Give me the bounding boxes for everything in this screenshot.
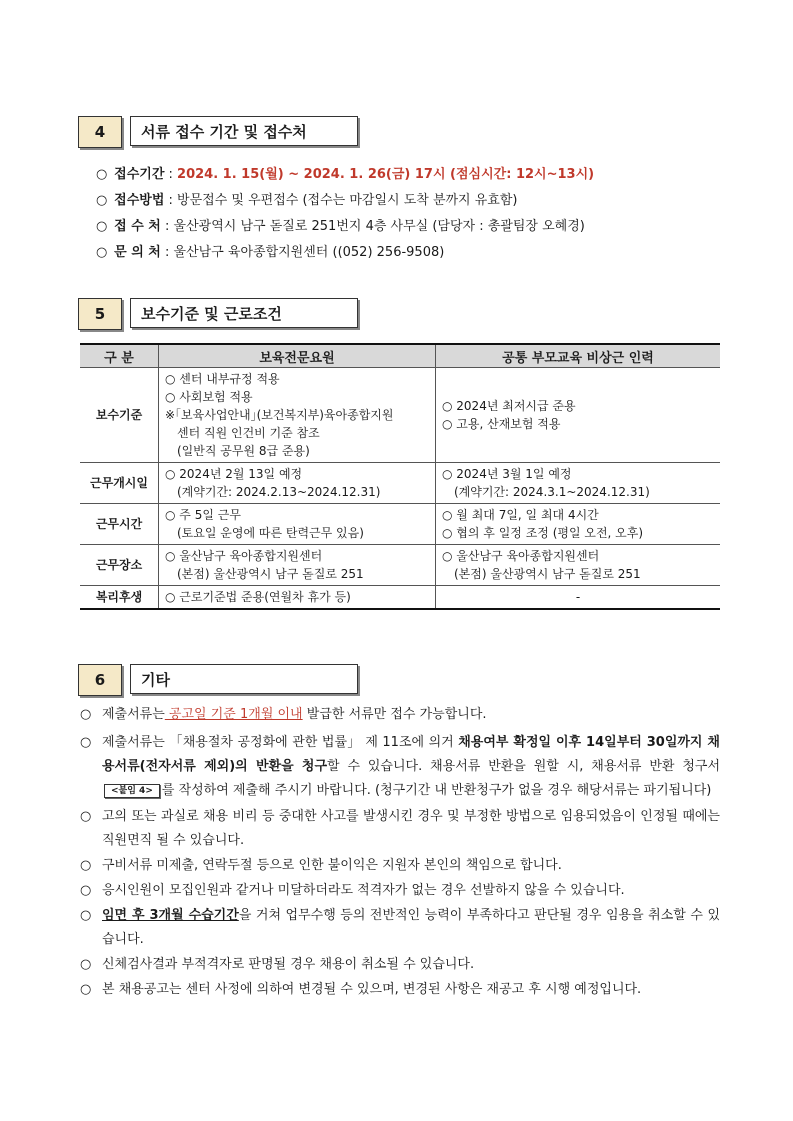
note-emphasis: 채용여부 확정일 이후 14일부터 30일까지 채용서류(전자서류 제외)의 반환을 청구 <box>102 735 720 774</box>
cell-line: ○ 협의 후 일정 조정 (평일 오전, 오후) <box>442 526 644 540</box>
section-number: 6 <box>78 664 122 696</box>
section-title: 서류 접수 기간 및 접수처 <box>130 116 358 146</box>
cell-line: ○ 2024년 2월 13일 예정 <box>165 467 303 481</box>
note-text: 본 채용공고는 센터 사정에 의하여 변경될 수 있으며, 변경된 사항은 재공고 후 시행 예정입니다. <box>102 982 642 997</box>
table-row <box>80 463 720 504</box>
info-row-method <box>96 188 594 214</box>
section-number: 5 <box>78 298 122 330</box>
column-header: 구 분 <box>80 344 159 368</box>
bullet: ○ <box>80 982 92 997</box>
note-text: 신체검사결과 부적격자로 판명될 경우 채용이 취소될 수 있습니다. <box>102 957 475 972</box>
cell-line: 센터 직원 인건비 기준 참조 <box>177 426 320 440</box>
note-item <box>80 904 720 952</box>
info-label: 접수기간 <box>114 167 165 182</box>
info-value: 울산남구 육아종합지원센터 ((052) 256-9508) <box>173 245 445 260</box>
cell-line: (계약기간: 2024.3.1~2024.12.31) <box>454 485 650 499</box>
cell-line: ○ 센터 내부규정 적용 <box>165 372 280 386</box>
note-text: 를 작성하여 제출해 주시기 바랍니다. (청구기간 내 반환청구가 없을 경우 해당서류는 파기됩니다) <box>161 783 712 798</box>
cell-line: (일반직 공무원 8급 준용) <box>177 444 310 458</box>
note-text: 을 거쳐 업무수행 등의 전반적인 능력이 부족하다고 판단될 경우 임용을 취소할 수 있습니다. <box>102 908 720 947</box>
info-row-place <box>96 214 594 240</box>
note-emphasis: 공고일 기준 1개월 이내 <box>164 707 303 722</box>
table-row <box>80 368 720 463</box>
cell-parttime <box>436 586 721 610</box>
info-value: 울산광역시 남구 돋질로 251번지 4층 사무실 (담당자 : 총괄팀장 오혜경) <box>173 219 585 234</box>
row-key: 근무개시일 <box>80 463 159 504</box>
notes-list <box>80 703 720 1002</box>
row-key: 보수기준 <box>80 368 159 463</box>
separator: : <box>164 167 178 182</box>
bullet: ○ <box>96 193 108 208</box>
note-item <box>80 953 720 977</box>
table-row <box>80 545 720 586</box>
cell-staff <box>159 504 436 545</box>
column-header: 공통 부모교육 비상근 인력 <box>436 344 721 368</box>
bullet: ○ <box>96 245 108 260</box>
table-header-row <box>80 344 720 368</box>
note-text: 제출서류는 「채용절차 공정화에 관한 법률」 제 11조에 의거 <box>102 735 459 750</box>
bullet: ○ <box>80 735 92 750</box>
bullet: ○ <box>80 707 92 722</box>
cell-line: (본점) 울산광역시 남구 돋질로 251 <box>177 567 364 581</box>
table-row <box>80 586 720 610</box>
cell-line: ○ 2024년 3월 1일 예정 <box>442 467 572 481</box>
table-row <box>80 504 720 545</box>
info-value: 2024. 1. 15(월) ~ 2024. 1. 26(금) 17시 (점심시간: 12시~13시) <box>177 167 595 182</box>
bullet: ○ <box>80 908 92 923</box>
note-text: 응시인원이 모집인원과 같거나 미달하더라도 적격자가 없는 경우 선발하지 않을 수 있습니다. <box>102 883 625 898</box>
bullet: ○ <box>96 219 108 234</box>
note-item <box>80 879 720 903</box>
cell-parttime <box>436 545 721 586</box>
bullet: ○ <box>80 809 92 824</box>
note-item <box>80 703 720 727</box>
row-key: 근무장소 <box>80 545 159 586</box>
separator: : <box>160 219 174 234</box>
cell-line: ○ 울산남구 육아종합지원센터 <box>442 549 600 563</box>
note-text: 고의 또는 과실로 채용 비리 등 중대한 사고를 발생시킨 경우 및 부정한 방법으로 임용되었음이 인정될 때에는 직원면직 될 수 있습니다. <box>102 809 720 848</box>
note-text: 발급한 서류만 접수 가능합니다. <box>302 707 487 722</box>
column-header: 보육전문요원 <box>159 344 436 368</box>
note-item <box>80 854 720 878</box>
note-item <box>80 731 720 803</box>
info-label: 접 수 처 <box>114 219 161 234</box>
cell-parttime <box>436 463 721 504</box>
info-row-contact <box>96 240 594 266</box>
application-info <box>96 162 594 266</box>
note-item <box>80 978 720 1002</box>
info-label: 문 의 처 <box>114 245 161 260</box>
cell-line: (계약기간: 2024.2.13~2024.12.31) <box>177 485 381 499</box>
cell-parttime <box>436 368 721 463</box>
row-key: 복리후생 <box>80 586 159 610</box>
bullet: ○ <box>96 167 108 182</box>
info-label: 접수방법 <box>114 193 165 208</box>
cell-line: ○ 근로기준법 준용(연월차 휴가 등) <box>165 590 351 604</box>
attachment-ref: <붙임 4> <box>104 784 160 798</box>
section-number: 4 <box>78 116 122 148</box>
cell-line: ○ 주 5일 근무 <box>165 508 241 522</box>
separator: : <box>160 245 174 260</box>
cell-staff <box>159 545 436 586</box>
cell-line: ○ 사회보험 적용 <box>165 390 253 404</box>
note-emphasis: 임면 후 3개월 수습기간 <box>102 908 239 923</box>
note-text: 구비서류 미제출, 연락두절 등으로 인한 불이익은 지원자 본인의 책임으로 합니다. <box>102 858 562 873</box>
separator: : <box>164 193 178 208</box>
note-text: 할 수 있습니다. 채용서류 반환을 원할 시, 채용서류 반환 청구서 <box>327 759 720 774</box>
cell-staff <box>159 463 436 504</box>
bullet: ○ <box>80 957 92 972</box>
note-text: 제출서류는 <box>102 707 165 722</box>
cell-staff <box>159 368 436 463</box>
info-value: 방문접수 및 우편접수 (접수는 마감일시 도착 분까지 유효함) <box>177 193 518 208</box>
cell-staff <box>159 586 436 610</box>
cell-line: ○ 2024년 최저시급 준용 <box>442 399 576 413</box>
cell-line: (토요일 운영에 따른 탄력근무 있음) <box>177 526 364 540</box>
cell-line: ○ 고용, 산재보험 적용 <box>442 417 561 431</box>
cell-line: - <box>575 590 581 604</box>
cell-line: ○ 월 최대 7일, 일 최대 4시간 <box>442 508 599 522</box>
section-title: 보수기준 및 근로조건 <box>130 298 358 328</box>
cell-line: ○ 울산남구 육아종합지원센터 <box>165 549 323 563</box>
cell-line: ※｢보육사업안내｣(보건복지부)육아종합지원 <box>165 408 394 422</box>
bullet: ○ <box>80 858 92 873</box>
cell-line: (본점) 울산광역시 남구 돋질로 251 <box>454 567 641 581</box>
note-item <box>80 805 720 853</box>
section-title: 기타 <box>130 664 358 694</box>
row-key: 근무시간 <box>80 504 159 545</box>
bullet: ○ <box>80 883 92 898</box>
info-row-period <box>96 162 594 188</box>
cell-parttime <box>436 504 721 545</box>
conditions-table <box>80 343 720 610</box>
